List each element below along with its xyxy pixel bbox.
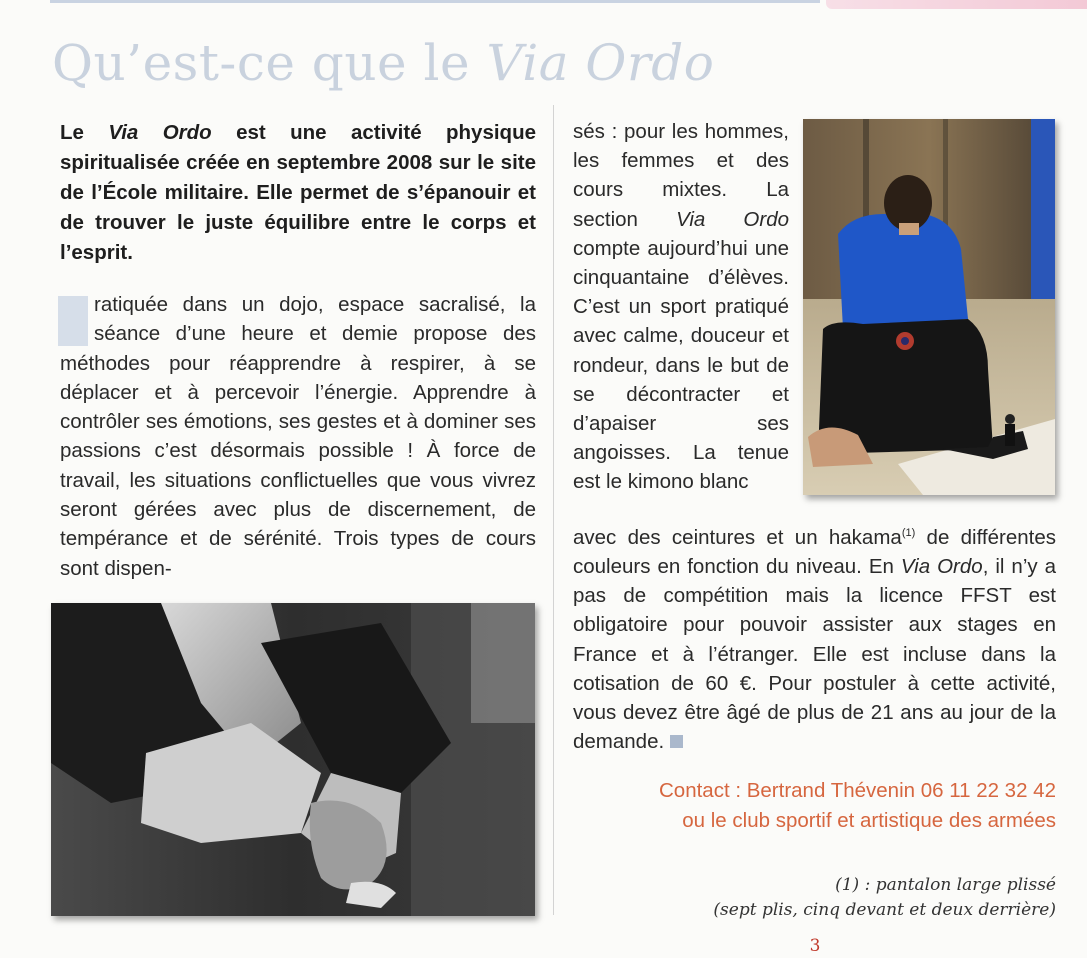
footnote-line-1: (1) : pantalon large plissé (835, 875, 1056, 895)
footnote (573, 873, 1056, 923)
header-pink-band (826, 0, 1087, 9)
body-paragraph-col2-bottom: avec des ceintures et un hakama$^{(1)}$ de différentes couleurs en fonction du niveau. En Via Ordo, il n’y a pas de compétition mais la licence FFST est obligatoire pour pouvoir assister aux stages en France et à l’étranger. Elle est incluse dans la cotisation de 60 €. Pour postuler à cette activité, vous devez être âgé de plus de 21 ans au jour de la demande. (573, 525, 1057, 754)
hands-behind-back-photo (51, 603, 535, 916)
lead-paragraph: Le Via Ordo est une activité physique spiritualisée créée en septembre 2008 sur le site de l’École militaire. Elle permet de s’épanouir et de trouver le juste équilibre entre le corps et l’esprit. (60, 121, 536, 264)
contact-line-1: Contact : Bertrand Thévenin 06 11 22 32 42 (659, 779, 1056, 802)
body-paragraph-col2-top: sés : pour les hommes, les femmes et des cours mixtes. La section Via Ordo compte aujourd’hui une cinquantaine d’élèves. C’est un sport pratiqué avec calme, douceur et rondeur, dans le but de se décontracter et d’apaiser ses angoisses. La tenue est le kimono blanc (573, 120, 789, 494)
article-title: Qu’est-ce que le Via Ordo (52, 34, 715, 92)
footnote-ref: (1) (901, 527, 916, 539)
end-mark-square (670, 735, 683, 748)
contact-line-2: ou le club sportif et artistique des armées (682, 808, 1056, 832)
contact-block (573, 776, 1056, 835)
page-number: 3 (809, 936, 821, 956)
column-divider (553, 105, 554, 915)
drop-cap (58, 296, 88, 346)
footnote-line-2: (sept plis, cinq devant et deux derrière) (713, 900, 1056, 920)
kneeling-practitioner-photo (803, 119, 1055, 495)
body-paragraph-col1: ratiquée dans un dojo, espace sacralisé, la séance d’une heure et demie propose des méthodes pour réapprendre à respirer, à se déplacer et à percevoir l’énergie. Apprendre à contrôler ses émotions, ses gestes et à dominer ses passions c’est désormais possible ! À force de travail, les situations conflictuelles que vous vivrez seront gérées avec plus de discernement, de tempérance et de sérénité. Trois types de cours sont dispen- (60, 293, 536, 580)
top-rule (50, 0, 820, 3)
